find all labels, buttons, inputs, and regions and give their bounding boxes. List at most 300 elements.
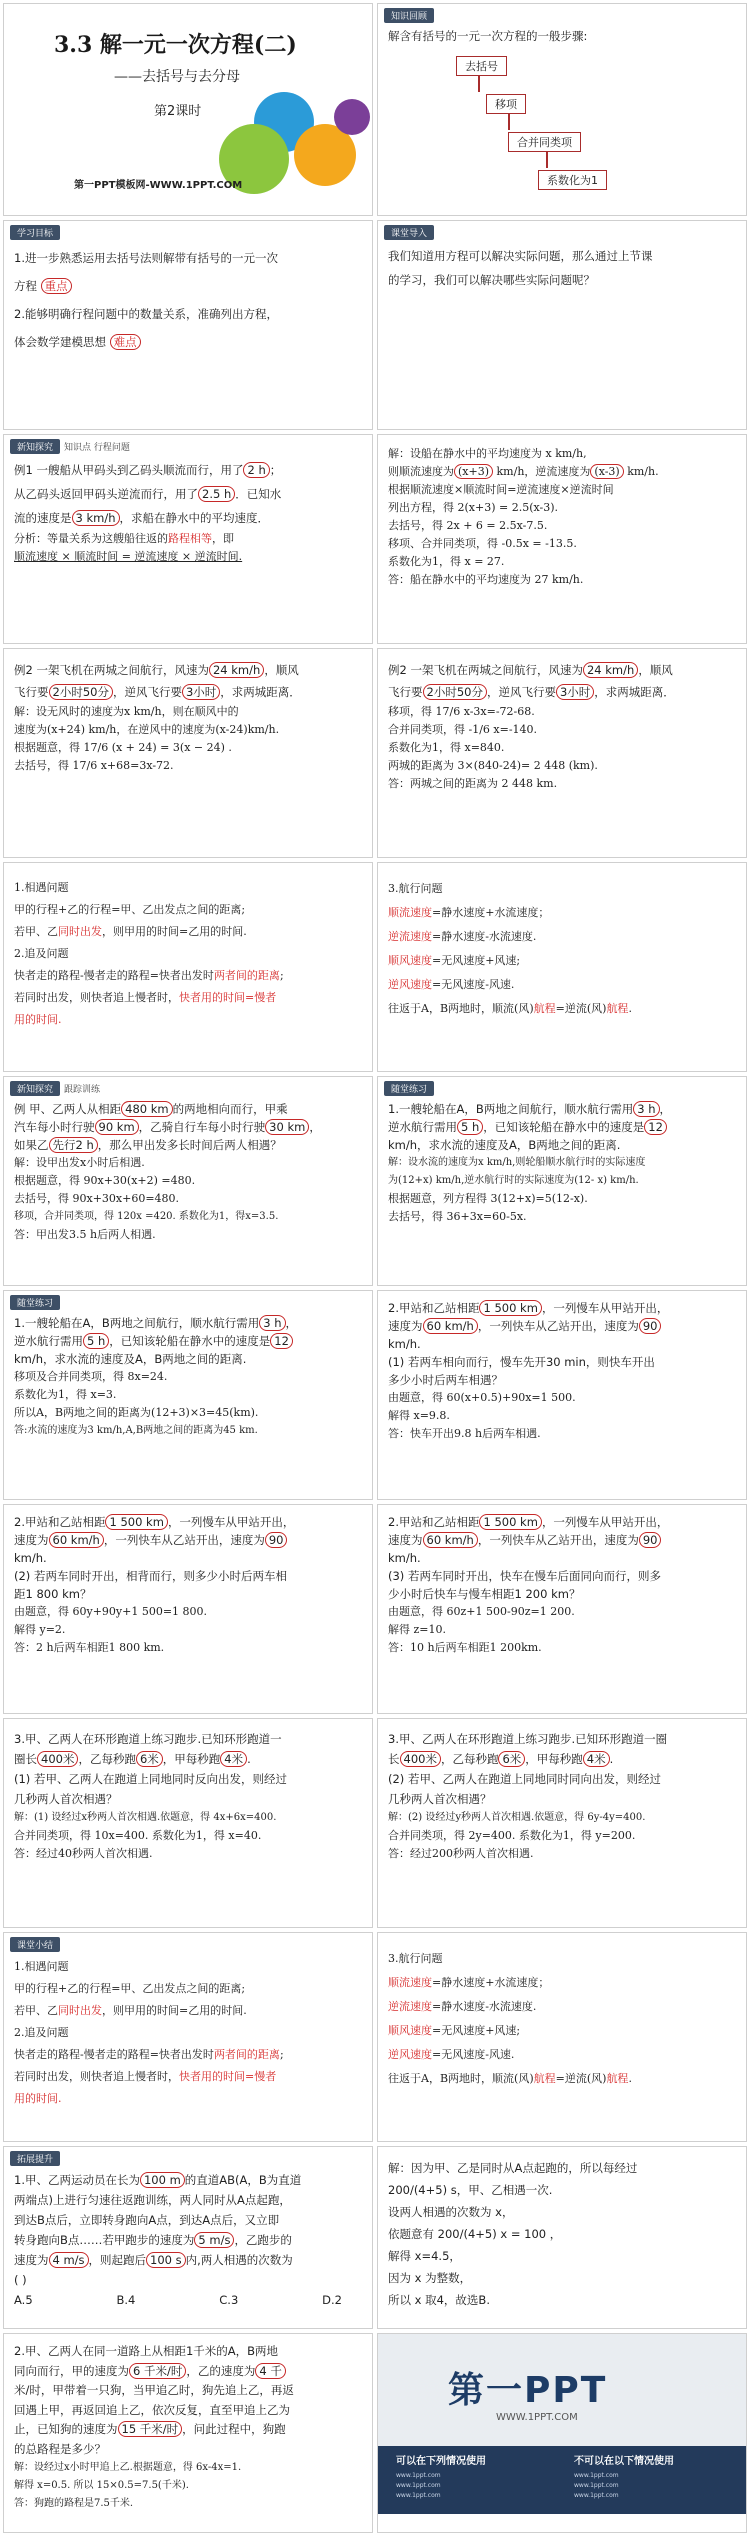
circled-value: 60 km/h <box>49 1532 104 1548</box>
circled-value: 3 h <box>259 1315 285 1331</box>
text-run: 若甲、乙 <box>14 2004 58 2017</box>
brand-small-url: www.1ppt.com <box>396 2492 441 2499</box>
text-run: 答:水流的速度为3 km/h,A,B两地之间的距离为45 km. <box>14 1425 258 1436</box>
text-run: (2) 若甲、乙两人在跑道上同地同时同向出发，则经过 <box>388 1772 661 1786</box>
text-run: 从乙码头返回甲码头逆流而行，用了 <box>14 487 198 501</box>
text-run: 航程 <box>606 1002 629 1015</box>
text-run: 顺流速度 <box>388 1976 432 1989</box>
text-run: 答：两城之间的距离为 2 448 km. <box>388 777 558 790</box>
slide-exercise3-2 <box>377 1718 747 1928</box>
text-run <box>388 1531 736 1549</box>
brand-small-url: www.1ppt.com <box>396 2482 441 2489</box>
text-run: 距1 800 km？ <box>14 1587 92 1601</box>
cover-title: 3.3 解一元一次方程(二) <box>54 32 297 58</box>
text-run <box>388 1100 736 1118</box>
text-run: 1.相遇问题 <box>14 881 69 894</box>
text-run: ，求两城距离． <box>594 685 675 699</box>
text-run <box>14 1749 362 1769</box>
slide-exercise3-1 <box>3 1718 373 1928</box>
circled-value: 5 h <box>83 1333 109 1349</box>
text-run: 3.甲、乙两人在环形跑道上练习跑步.已知环形跑道一 <box>14 1732 282 1746</box>
slide-class-summary-b <box>377 1932 747 2142</box>
flow-step-2: 移项 <box>486 94 526 114</box>
text-run: 快者走的路程-慢者走的路程=快者出发时 <box>14 2048 214 2061</box>
circled-value: 2小时50分 <box>423 684 487 700</box>
text-run <box>388 463 736 481</box>
text-run: 解：设无风时的速度为x km/h，则在顺风中的 <box>14 705 239 718</box>
text-run: ，逆风飞行要 <box>112 685 182 699</box>
text-run: ，乙每秒跑 <box>440 1752 499 1766</box>
text-run <box>14 530 362 548</box>
text-run: . <box>609 1752 614 1766</box>
text-run: 因为 x 为整数， <box>388 2271 472 2285</box>
exercise3-1-text <box>4 1719 372 1867</box>
text-run: 转身跑向B点……若甲跑步的速度为 <box>14 2233 195 2247</box>
text-run: 2.甲站和乙站相距 <box>14 1515 106 1529</box>
text-run <box>388 1971 736 1995</box>
text-run: 例 甲、乙两人从相距 <box>14 1102 122 1116</box>
cover-subtitle: ——去括号与去分母 <box>114 69 240 85</box>
circled-value: 3 km/h <box>72 510 120 526</box>
text-run: 移项，得 17/6 x-3x=-72-68. <box>388 705 535 718</box>
text-run: 200/(4+5) s，甲、乙相遇一次. <box>388 2183 553 2197</box>
text-run: 知识点 行程问题 <box>64 443 130 453</box>
cover-lesson: 第2课时 <box>154 104 202 119</box>
text-run: ; <box>279 2048 284 2061</box>
text-run: 方程 <box>14 279 37 293</box>
text-run: 根据题意，列方程得 3(12+x)=5(12-x). <box>388 1192 588 1205</box>
text-run <box>14 1332 362 1350</box>
text-run: ，则甲用的时间=乙用的时间. <box>102 2004 247 2017</box>
slide-example2-solution <box>377 648 747 858</box>
text-run: . <box>628 2072 632 2085</box>
text-run: 去括号，得 36+3x=60-5x. <box>388 1210 527 1223</box>
text-run: 飞行要 <box>388 685 423 699</box>
text-run: 为(12+x) km/h,逆水航行时的实际速度为(12- x) km/h. <box>388 1175 639 1186</box>
text-run: 由题意，得 60z+1 500-90z=1 200. <box>388 1605 575 1618</box>
text-run: 圈长 <box>14 1752 37 1766</box>
slide-extension1-solution <box>377 2146 747 2329</box>
text-run: 由题意，得 60(x+0.5)+90x=1 500. <box>388 1391 576 1404</box>
text-run: 去括号，得 90x+30x+60=480. <box>14 1192 180 1205</box>
circled-value: 3小时 <box>556 684 594 700</box>
circled-value: 1 500 km <box>479 1300 541 1316</box>
text-run: 1.相遇问题 <box>14 1960 69 1973</box>
circled-value: 90 <box>265 1532 288 1548</box>
text-run: =无风速度-风速. <box>432 2048 515 2061</box>
text-run: ， <box>659 1102 671 1116</box>
slide-extension2 <box>3 2333 373 2533</box>
text-run: 的两地相向而行，甲乘 <box>172 1102 288 1116</box>
circled-value: (x+3) <box>454 464 493 479</box>
circled-value: 90 km <box>95 1119 139 1135</box>
text-run: ，顺风 <box>638 663 673 677</box>
text-run <box>388 1995 736 2019</box>
text-run: 航程 <box>606 2072 629 2085</box>
exercise3-2-text <box>378 1719 746 1867</box>
text-run: 回遇上甲，再返回追上乙，依次反复，直至甲追上乙为 <box>14 2402 290 2417</box>
text-run: =无风速度+风速; <box>432 2024 521 2037</box>
practice-example-text <box>4 1096 372 1248</box>
option-b: B.4 <box>116 2293 136 2307</box>
solution-text <box>378 435 746 593</box>
text-run: 答：船在静水中的平均速度为 27 km/h. <box>388 573 584 586</box>
text-run: 往返于A，B两地时，顺流(风) <box>388 2072 534 2085</box>
text-run <box>388 1513 736 1531</box>
text-run: 少小时后快车与慢车相距1 200 km？ <box>388 1587 581 1601</box>
flow-step-3: 合并同类项 <box>508 132 581 152</box>
exercise2-1-text <box>378 1291 746 1447</box>
text-run: km/h，求水流的速度及A，B两地之间的距离. <box>388 1138 621 1152</box>
brand-small-url: www.1ppt.com <box>574 2492 619 2499</box>
circled-value: 2小时50分 <box>49 684 113 700</box>
text-run: 解：因为甲、乙是同时从A点起跑的，所以每经过 <box>388 2161 638 2175</box>
text-run: 顺风速度 <box>388 2024 432 2037</box>
text-run <box>388 2019 736 2043</box>
example2-solution-text <box>378 649 746 797</box>
cover-brand: 第一PPT模板网-WWW.1PPT.COM <box>74 180 243 191</box>
text-run: 用的时间. <box>14 1013 62 1026</box>
text-run <box>14 2170 362 2190</box>
text-run: 1.一艘轮船在A，B两地之间航行，顺水航行需用 <box>388 1102 634 1116</box>
text-run: 解得 z=10. <box>388 1623 447 1636</box>
text-run: ，一列慢车从甲站开出， <box>167 1515 295 1529</box>
slide-tag-row <box>4 1077 372 1096</box>
text-run: 解：设甲出发x小时后相遇. <box>14 1156 145 1169</box>
extension1-solution-text <box>378 2147 746 2315</box>
brand-header <box>378 2334 747 2446</box>
text-run: ( ) <box>14 2273 27 2287</box>
text-run: =静水速度+水流速度； <box>432 1976 550 1989</box>
text-run <box>14 506 362 530</box>
text-run: 答：快车开出9.8 h后两车相遇. <box>388 1427 541 1440</box>
text-run: (2) 若两车同时开出，相背而行，则多少小时后两车相 <box>14 1569 287 1583</box>
example1-text <box>4 454 372 570</box>
text-run: 移项、合并同类项，得 -0.5x = -13.5. <box>388 537 577 550</box>
text-run: ，那么甲出发多长时间后两人相遇？ <box>97 1138 282 1152</box>
text-run: 逆风速度 <box>388 978 432 991</box>
text-run <box>14 2250 362 2270</box>
text-run: 去括号，得 17/6 x+68=3x-72. <box>14 759 174 772</box>
text-run <box>14 965 362 987</box>
slide-tag: 课堂小结 <box>10 1937 60 1952</box>
text-run: 合并同类项，得 -1/6 x=-140. <box>388 723 538 736</box>
flow-arrow-2 <box>508 114 510 130</box>
slide-tag: 随堂练习 <box>384 1081 434 1096</box>
text-run: 几秒两人首次相遇？ <box>388 1792 492 1806</box>
slide-tag-row <box>4 435 372 454</box>
circled-value: 1 500 km <box>105 1514 167 1530</box>
text-run: 若同时出发，则快者追上慢者时， <box>14 2070 179 2083</box>
text-run: (1) 若甲、乙两人在跑道上同地同时反向出发，则经过 <box>14 1772 287 1786</box>
slide-review <box>377 3 747 216</box>
circled-value: 6米 <box>498 1751 525 1767</box>
exercise2-3-text <box>378 1505 746 1661</box>
text-run <box>388 973 736 997</box>
text-run: 系数化为1，得 x=840. <box>388 741 505 754</box>
text-run: 列出方程，得 2(x+3) = 2.5(x-3). <box>388 501 559 514</box>
circled-value: 60 km/h <box>423 1532 478 1548</box>
text-run: 甲的行程+乙的行程=甲、乙出发点之间的距离; <box>14 903 246 916</box>
difficulty-mark: 难点 <box>110 334 141 350</box>
text-run: 由题意，得 60y+90y+1 500=1 800. <box>14 1605 208 1618</box>
text-run <box>388 901 736 925</box>
text-run: 顺流速度 × 顺流时间 = 逆流速度 × 逆流时间. <box>14 550 243 563</box>
text-run: 快者用的时间=慢者 <box>179 991 277 1004</box>
text-run: 如果乙 <box>14 1138 49 1152</box>
text-run: 顺流速度 <box>388 906 432 919</box>
text-run: 用的时间. <box>14 2092 62 2105</box>
text-run: 到达B点后，立即转身跑向A点，到达A点后，又立即 <box>14 2213 280 2227</box>
slide-exercise2-2 <box>3 1504 373 1714</box>
text-run: 例2 一架飞机在两城之间航行，风速为 <box>388 663 583 677</box>
circled-value: 15 千米/时 <box>118 2421 183 2437</box>
circled-value: 24 km/h <box>209 662 264 678</box>
flow-step-1: 去括号 <box>456 56 507 76</box>
text-run: 跟踪训练 <box>64 1085 101 1095</box>
text-run: ，甲每秒跑 <box>162 1752 221 1766</box>
slide-cover <box>3 3 373 216</box>
text-run: 移项及合并同类项，得 8x=24. <box>14 1370 168 1383</box>
circled-value: 1 500 km <box>479 1514 541 1530</box>
text-run: 合并同类项，得 2y=400. 系数化为1，得 y=200. <box>388 1829 636 1842</box>
text-run: 的学习，我们可以解决哪些实际问题呢？ <box>388 273 595 287</box>
circled-value: 3 h <box>633 1101 659 1117</box>
text-run: 2.追及问题 <box>14 947 69 960</box>
text-run: ，求船在静水中的平均速度． <box>119 511 269 525</box>
text-run: 1.甲、乙两运动员在长为 <box>14 2173 140 2187</box>
text-run: =逆流(风) <box>555 2072 607 2085</box>
circled-value: 先行2 h <box>49 1137 98 1153</box>
text-run: 我们知道用方程可以解决实际问题，那么通过上节课 <box>388 249 653 263</box>
slide-extension1 <box>3 2146 373 2329</box>
text-run: 往返于A，B两地时，顺流(风) <box>388 1002 534 1015</box>
slide-goals <box>3 220 373 430</box>
text-run: 解：设经过x小时甲追上乙.根据题意，得 6x-4x=1. <box>14 2462 242 2473</box>
goals-line <box>14 272 362 300</box>
text-run: 解：设船在静水中的平均速度为 x km/h, <box>388 447 587 460</box>
text-run: 例1 一艘船从甲码头到乙码头顺流而行，用了 <box>14 463 244 477</box>
text-run <box>14 2044 362 2066</box>
text-run: 则顺流速度为 <box>388 465 454 478</box>
class-summary-text <box>378 1933 746 2095</box>
circled-value: 400米 <box>400 1751 441 1767</box>
slide-tag: 学习目标 <box>10 225 60 240</box>
text-run: 逆水航行需用 <box>388 1120 457 1134</box>
goals-text <box>4 240 372 360</box>
slide-practice-example <box>3 1076 373 1286</box>
circled-value: 400米 <box>37 1751 78 1767</box>
text-run: km/h. <box>623 465 659 478</box>
option-c: C.3 <box>219 2293 239 2307</box>
extension1-text <box>4 2166 372 2314</box>
exercise2-2-text <box>4 1505 372 1661</box>
text-run: ； <box>269 463 282 477</box>
text-run: 航程 <box>533 1002 556 1015</box>
extension2-text <box>4 2334 372 2517</box>
text-run: 速度为 <box>14 2253 49 2267</box>
slide-example1 <box>3 434 373 644</box>
text-run <box>14 482 362 506</box>
circled-value: 100 m <box>140 2172 185 2188</box>
text-run: 逆水航行需用 <box>14 1334 83 1348</box>
text-run <box>14 2000 362 2022</box>
text-run: 内,两人相遇的次数为 <box>185 2253 293 2267</box>
text-run <box>388 1749 736 1769</box>
text-run <box>388 1299 736 1317</box>
text-run: 汽车每小时行驶 <box>14 1120 95 1134</box>
text-run <box>14 1118 362 1136</box>
slide-brand <box>377 2333 747 2533</box>
circled-value: 60 km/h <box>423 1318 478 1334</box>
text-run: ， <box>309 1120 321 1134</box>
text-run <box>388 2067 736 2091</box>
text-run <box>14 2230 362 2250</box>
circled-value: 2.5 h <box>198 486 235 502</box>
text-run: 答：10 h后两车相距1 200km. <box>388 1641 542 1654</box>
text-run: 速度为(x+24) km/h，在逆风中的速度为(x-24)km/h. <box>14 723 280 736</box>
slide-tag: 随堂练习 <box>10 1295 60 1310</box>
text-run <box>14 659 362 681</box>
text-run: km/h. <box>388 1551 421 1565</box>
brand-url: WWW.1PPT.COM <box>496 2412 578 2423</box>
text-run: 答：2 h后两车相距1 800 km. <box>14 1641 165 1654</box>
text-run: 答：狗跑的路程是7.5千米. <box>14 2498 134 2509</box>
text-run: 新知探究 <box>10 1081 60 1096</box>
circled-value: 5 m/s <box>194 2232 234 2248</box>
summary-text <box>4 863 372 1035</box>
text-run: ; <box>279 969 284 982</box>
text-run <box>14 681 362 703</box>
text-run <box>14 2066 362 2088</box>
text-run: 的总路程是多少？ <box>14 2441 106 2456</box>
text-run: 同向而行，甲的速度为 <box>14 2363 129 2378</box>
text-run: =静水速度-水流速度. <box>432 2000 537 2013</box>
option-a: A.5 <box>14 2293 33 2307</box>
text-run: ，乙跑步的 <box>234 2233 292 2247</box>
text-run: 航程 <box>533 2072 556 2085</box>
text-run <box>388 1118 736 1136</box>
text-run: 同时出发 <box>58 925 102 938</box>
decor-circle-purple <box>334 99 370 135</box>
text-run: 2.甲站和乙站相距 <box>388 1515 480 1529</box>
text-run <box>388 1317 736 1335</box>
text-run: 解：设水流的速度为x km/h,则轮船顺水航行时的实际速度 <box>388 1157 646 1168</box>
text-run: 甲的行程+乙的行程=甲、乙出发点之间的距离; <box>14 1982 246 1995</box>
text-run: . <box>628 1002 632 1015</box>
text-run <box>14 1314 362 1332</box>
text-run: 同时出发 <box>58 2004 102 2017</box>
text-run: 根据题意，得 90x+30(x+2) =480. <box>14 1174 196 1187</box>
text-run: ，一列慢车从甲站开出， <box>541 1515 669 1529</box>
text-run: 逆流速度 <box>388 930 432 943</box>
circled-value: 30 km <box>265 1119 309 1135</box>
text-run: 体会数学建模思想 <box>14 335 106 349</box>
text-run: 的直道AB(A，B为直道 <box>184 2173 302 2187</box>
text-run: km/h，求水流的速度及A，B两地之间的距离. <box>14 1352 247 1366</box>
text-run: 速度为 <box>388 1533 423 1547</box>
text-run: 依题意有 200/(4+5) x = 100 ， <box>388 2227 562 2241</box>
example2-text <box>4 649 372 779</box>
slide-intro <box>377 220 747 430</box>
text-run: 答：甲出发3.5 h后两人相遇. <box>14 1228 156 1241</box>
text-run: ， <box>285 1316 297 1330</box>
goals-line: 1.进一步熟悉运用去括号法则解带有括号的一元一次 <box>14 251 278 265</box>
slide-tag: 拓展提升 <box>10 2151 60 2166</box>
circled-value: 6 千米/时 <box>129 2363 186 2379</box>
text-run: 速度为 <box>388 1319 423 1333</box>
text-run: 几秒两人首次相遇？ <box>14 1792 118 1806</box>
text-run <box>388 659 736 681</box>
slide-exercise2-3 <box>377 1504 747 1714</box>
text-run: 速度为 <box>14 1533 49 1547</box>
text-run: 根据题意，得 17/6 (x + 24) = 3(x − 24) . <box>14 741 232 754</box>
text-run: ，一列快车从乙站开出，速度为 <box>477 1533 639 1547</box>
circled-value: 2 h <box>243 462 269 478</box>
brand-logo: 第一PPT <box>448 2370 608 2411</box>
text-run: ，甲每秒跑 <box>525 1752 583 1766</box>
circled-value: 90 <box>639 1318 662 1334</box>
slide-example1-solution <box>377 434 747 644</box>
text-run: 若同时出发，则快者追上慢者时， <box>14 991 179 1004</box>
text-run: 2.甲、乙两人在同一道路上从相距1千米的A，B两地 <box>14 2344 279 2358</box>
text-run: 飞行要 <box>14 685 49 699</box>
text-run <box>388 949 736 973</box>
text-run: 系数化为1，得 x=3. <box>14 1388 117 1401</box>
circled-value: 4米 <box>583 1751 610 1767</box>
goals-line: 2.能够明确行程问题中的数量关系，准确列出方程， <box>14 307 278 321</box>
slide-exercise2-1 <box>377 1290 747 1500</box>
text-run: km/h. <box>14 1551 47 1565</box>
text-run: 流的速度是 <box>14 511 72 525</box>
text-run: 系数化为1，得 x = 27. <box>388 555 505 568</box>
text-run: ，则甲用的时间=乙用的时间. <box>102 925 247 938</box>
text-run: =静水速度-水流速度. <box>432 930 537 943</box>
slide-tag: 知识回顾 <box>384 8 434 23</box>
intro-text <box>378 240 746 296</box>
flow-arrow-1 <box>478 76 480 92</box>
slide-summary-a <box>3 862 373 1072</box>
text-run: 移项，合并同类项，得 120x =420. 系数化为1，得x=3.5. <box>14 1211 279 1222</box>
text-run: ，一列快车从乙站开出，速度为 <box>103 1533 265 1547</box>
text-run: ，即 <box>212 532 234 545</box>
slide-exercise1-cont <box>3 1290 373 1500</box>
text-run: 分析：等量关系为这艘船往返的 <box>14 532 168 545</box>
brand-footer <box>378 2446 747 2514</box>
text-run <box>388 925 736 949</box>
review-intro: 解含有括号的一元一次方程的一般步骤: <box>388 29 588 43</box>
text-run: ，已知该轮船在静水中的速度是 <box>109 1334 271 1348</box>
text-run: =无风速度-风速. <box>432 978 515 991</box>
text-run: km/h. <box>388 1337 421 1351</box>
circled-value: 480 km <box>121 1101 172 1117</box>
circled-value: 90 <box>639 1532 662 1548</box>
text-run: 3.甲、乙两人在环形跑道上练习跑步.已知环形跑道一圈 <box>388 1732 668 1746</box>
circled-value: 3小时 <box>182 684 220 700</box>
text-run: . <box>247 1752 251 1766</box>
text-run: ，逆风飞行要 <box>486 685 556 699</box>
flow-arrow-3 <box>546 152 548 168</box>
text-run: 快者用的时间=慢者 <box>179 2070 277 2083</box>
text-run: 合并同类项，得 10x=400. 系数化为1，得 x=40. <box>14 1829 262 1842</box>
text-run: 逆风速度 <box>388 2048 432 2061</box>
text-run: 新知探究 <box>10 439 60 454</box>
exercise1-text <box>378 1096 746 1230</box>
slide-exercise1 <box>377 1076 747 1286</box>
text-run: 1.一艘轮船在A，B两地之间航行，顺水航行需用 <box>14 1316 260 1330</box>
text-run: 答：经过40秒两人首次相遇. <box>14 1847 153 1860</box>
goals-line <box>14 328 362 356</box>
